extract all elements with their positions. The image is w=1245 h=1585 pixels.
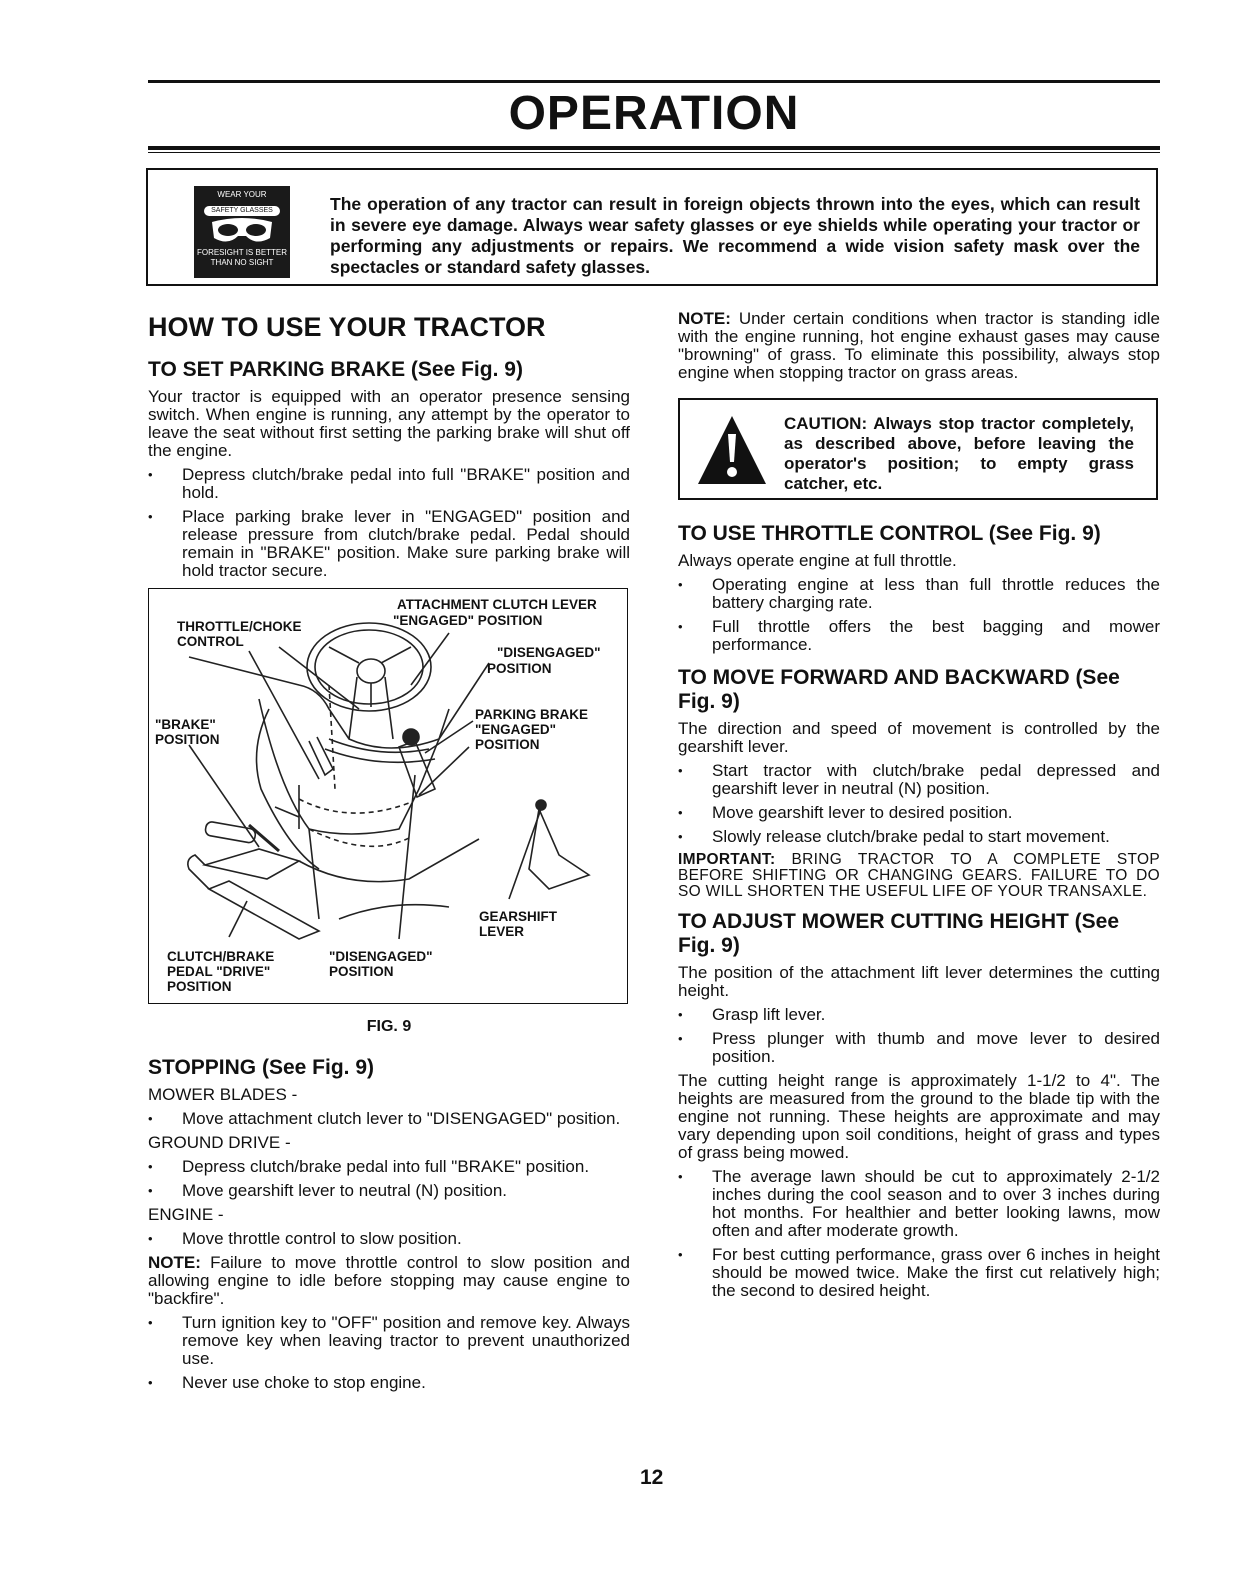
- list-item: • Depress clutch/brake pedal into full "BRAKE" position and hold.: [148, 466, 630, 502]
- parking-brake-intro: Your tractor is equipped with an operator presence sensing switch. When engine is running, any attempt by the operator to leave the seat without first setting the parking brake will shut off the engine.: [148, 387, 630, 460]
- top-rule-thick: [148, 80, 1160, 83]
- fig-label-position-brake: POSITION: [155, 732, 220, 747]
- badge-top-text: WEAR YOUR: [217, 190, 267, 199]
- parking-brake-list: [148, 466, 630, 580]
- cutting-final-list: [678, 1168, 1160, 1300]
- mower-blades-list: [148, 1110, 630, 1128]
- stopping-final-list: [148, 1314, 630, 1392]
- figure-caption: FIG. 9: [366, 1018, 412, 1035]
- page-number: 12: [640, 1466, 664, 1489]
- stopping-heading: STOPPING (See Fig. 9): [148, 1056, 374, 1079]
- goggles-icon: [208, 216, 276, 246]
- important-notice: [678, 852, 1160, 900]
- left-column: [148, 312, 630, 1398]
- fig-label-brake: "BRAKE": [155, 717, 216, 732]
- stopping-note: [148, 1254, 630, 1308]
- fig-label-disengaged-bottom: "DISENGAGED": [329, 949, 433, 964]
- ground-drive-list: [148, 1158, 630, 1200]
- list-item: • Place parking brake lever in "ENGAGED" position and release pressure from clutch/brake pedal. Pedal should remain in "BRAKE" position. Make sure parking brake will hold tractor secure.: [148, 508, 630, 580]
- ground-drive-label: GROUND DRIVE -: [148, 1133, 291, 1152]
- list-item: • Slowly release clutch/brake pedal to start movement.: [678, 828, 1160, 846]
- fig-label-clutch-brake: CLUTCH/BRAKE: [167, 949, 275, 964]
- page-title: OPERATION: [508, 87, 800, 140]
- right-column: [678, 310, 1160, 1306]
- list-item: • The average lawn should be cut to approximately 2-1/2 inches during the cool season and to over 3 inches during hot months. For healthier and better looking lawns, mow often and after moderate growth.: [678, 1168, 1160, 1240]
- list-item: • Never use choke to stop engine.: [148, 1374, 630, 1392]
- fig-label-engaged-position: "ENGAGED" POSITION: [393, 613, 543, 628]
- fig-label-disengaged-top: "DISENGAGED": [497, 645, 601, 660]
- fig-label-control: CONTROL: [177, 634, 244, 649]
- throttle-heading: TO USE THROTTLE CONTROL (See Fig. 9): [678, 522, 1101, 545]
- fig-label-lever: LEVER: [479, 924, 525, 939]
- list-item: • Turn ignition key to "OFF" position and remove key. Always remove key when leaving tractor to prevent unauthorized use.: [148, 1314, 630, 1368]
- note-label: NOTE:: [148, 1253, 201, 1272]
- move-list: [678, 762, 1160, 846]
- title-rule-thin: [148, 152, 1160, 153]
- note-text: Failure to move throttle control to slow position and allowing engine to idle before stopping may cause engine to "backfire".: [148, 1253, 630, 1308]
- mower-blades-label: MOWER BLADES -: [148, 1085, 298, 1104]
- title-rule-thick: [148, 146, 1160, 150]
- safety-notice-text: The operation of any tractor can result in foreign objects thrown into the eyes, which can result in severe eye damage. Always wear safety glasses or eye shields while operating your tractor or performing any adjustments or repairs. We recommend a wide vision safety mask over the spectacles or standard safety glasses.: [330, 194, 1140, 277]
- safety-notice-box: [146, 168, 1158, 286]
- cutting-heading: TO ADJUST MOWER CUTTING HEIGHT (See Fig. 9): [678, 910, 1120, 957]
- cutting-list: [678, 1006, 1160, 1066]
- cutting-intro: The position of the attachment lift lever determines the cutting height.: [678, 963, 1160, 1000]
- fig-label-parking-brake: PARKING BRAKE: [475, 707, 589, 722]
- engine-list: [148, 1230, 630, 1248]
- fig-label-position-pedal: POSITION: [167, 979, 232, 994]
- figure-9: [148, 588, 628, 1004]
- fig-label-position-bottom: POSITION: [329, 964, 394, 979]
- list-item: • Grasp lift lever.: [678, 1006, 1160, 1024]
- list-item: • Press plunger with thumb and move lever to desired position.: [678, 1030, 1160, 1066]
- throttle-intro: Always operate engine at full throttle.: [678, 551, 957, 570]
- list-item: • Start tractor with clutch/brake pedal depressed and gearshift lever in neutral (N) position.: [678, 762, 1160, 798]
- list-item: • Full throttle offers the best bagging and mower performance.: [678, 618, 1160, 654]
- warning-icon: [696, 414, 768, 486]
- fig-label-engaged: "ENGAGED": [475, 722, 557, 737]
- cutting-range: The cutting height range is approximately 1-1/2 to 4". The heights are measured from the ground to the blade tip with the engine not running. These heights are approximate and may vary depending upon soil conditions, height of grass and types of grass being mowed.: [678, 1071, 1160, 1162]
- move-heading: TO MOVE FORWARD AND BACKWARD (See Fig. 9): [678, 666, 1120, 713]
- badge-mid-text: SAFETY GLASSES: [204, 206, 280, 216]
- fig-label-attachment-clutch: ATTACHMENT CLUTCH LEVER: [397, 597, 597, 612]
- engine-label: ENGINE -: [148, 1205, 224, 1224]
- list-item: • For best cutting performance, grass over 6 inches in height should be mowed twice. Make the first cut relatively high; the second to desired height.: [678, 1246, 1160, 1300]
- parking-brake-heading: TO SET PARKING BRAKE (See Fig. 9): [148, 358, 523, 381]
- fig-label-gearshift: GEARSHIFT: [479, 909, 558, 924]
- caution-box: [678, 398, 1158, 500]
- main-heading: HOW TO USE YOUR TRACTOR: [148, 312, 546, 342]
- fig-label-position-pb: POSITION: [475, 737, 540, 752]
- important-label: IMPORTANT:: [678, 851, 776, 868]
- list-item: • Move throttle control to slow position.: [148, 1230, 630, 1248]
- important-text: BRING TRACTOR TO A COMPLETE STOP BEFORE SHIFTING OR CHANGING GEARS. FAILURE TO DO SO WILL SHORTEN THE USEFUL LIFE OF YOUR TRANSAXLE.: [678, 851, 1160, 900]
- list-item: • Depress clutch/brake pedal into full "BRAKE" position.: [148, 1158, 630, 1176]
- exhaust-note: [678, 310, 1160, 382]
- caution-text: CAUTION: Always stop tractor completely, as described above, before leaving the operator's position; to empty grass catcher, etc.: [784, 414, 1134, 493]
- list-item: • Move attachment clutch lever to "DISENGAGED" position.: [148, 1110, 630, 1128]
- badge-bottom-text: FORESIGHT IS BETTER THAN NO SIGHT: [196, 248, 288, 267]
- list-item: • Move gearshift lever to neutral (N) position.: [148, 1182, 630, 1200]
- note-label: NOTE:: [678, 309, 731, 328]
- fig-label-throttle-choke: THROTTLE/CHOKE: [177, 619, 302, 634]
- list-item: • Operating engine at less than full throttle reduces the battery charging rate.: [678, 576, 1160, 612]
- fig-label-position-top: POSITION: [487, 661, 552, 676]
- note-text: Under certain conditions when tractor is standing idle with the engine running, hot engine exhaust gases may cause "browning" of grass. To eliminate this possibility, always stop engine when stopping tractor on grass areas.: [678, 309, 1160, 382]
- fig-label-pedal-drive: PEDAL "DRIVE": [167, 964, 271, 979]
- throttle-list: [678, 576, 1160, 654]
- safety-glasses-icon: [194, 186, 290, 278]
- list-item: • Move gearshift lever to desired position.: [678, 804, 1160, 822]
- move-intro: The direction and speed of movement is controlled by the gearshift lever.: [678, 719, 1160, 756]
